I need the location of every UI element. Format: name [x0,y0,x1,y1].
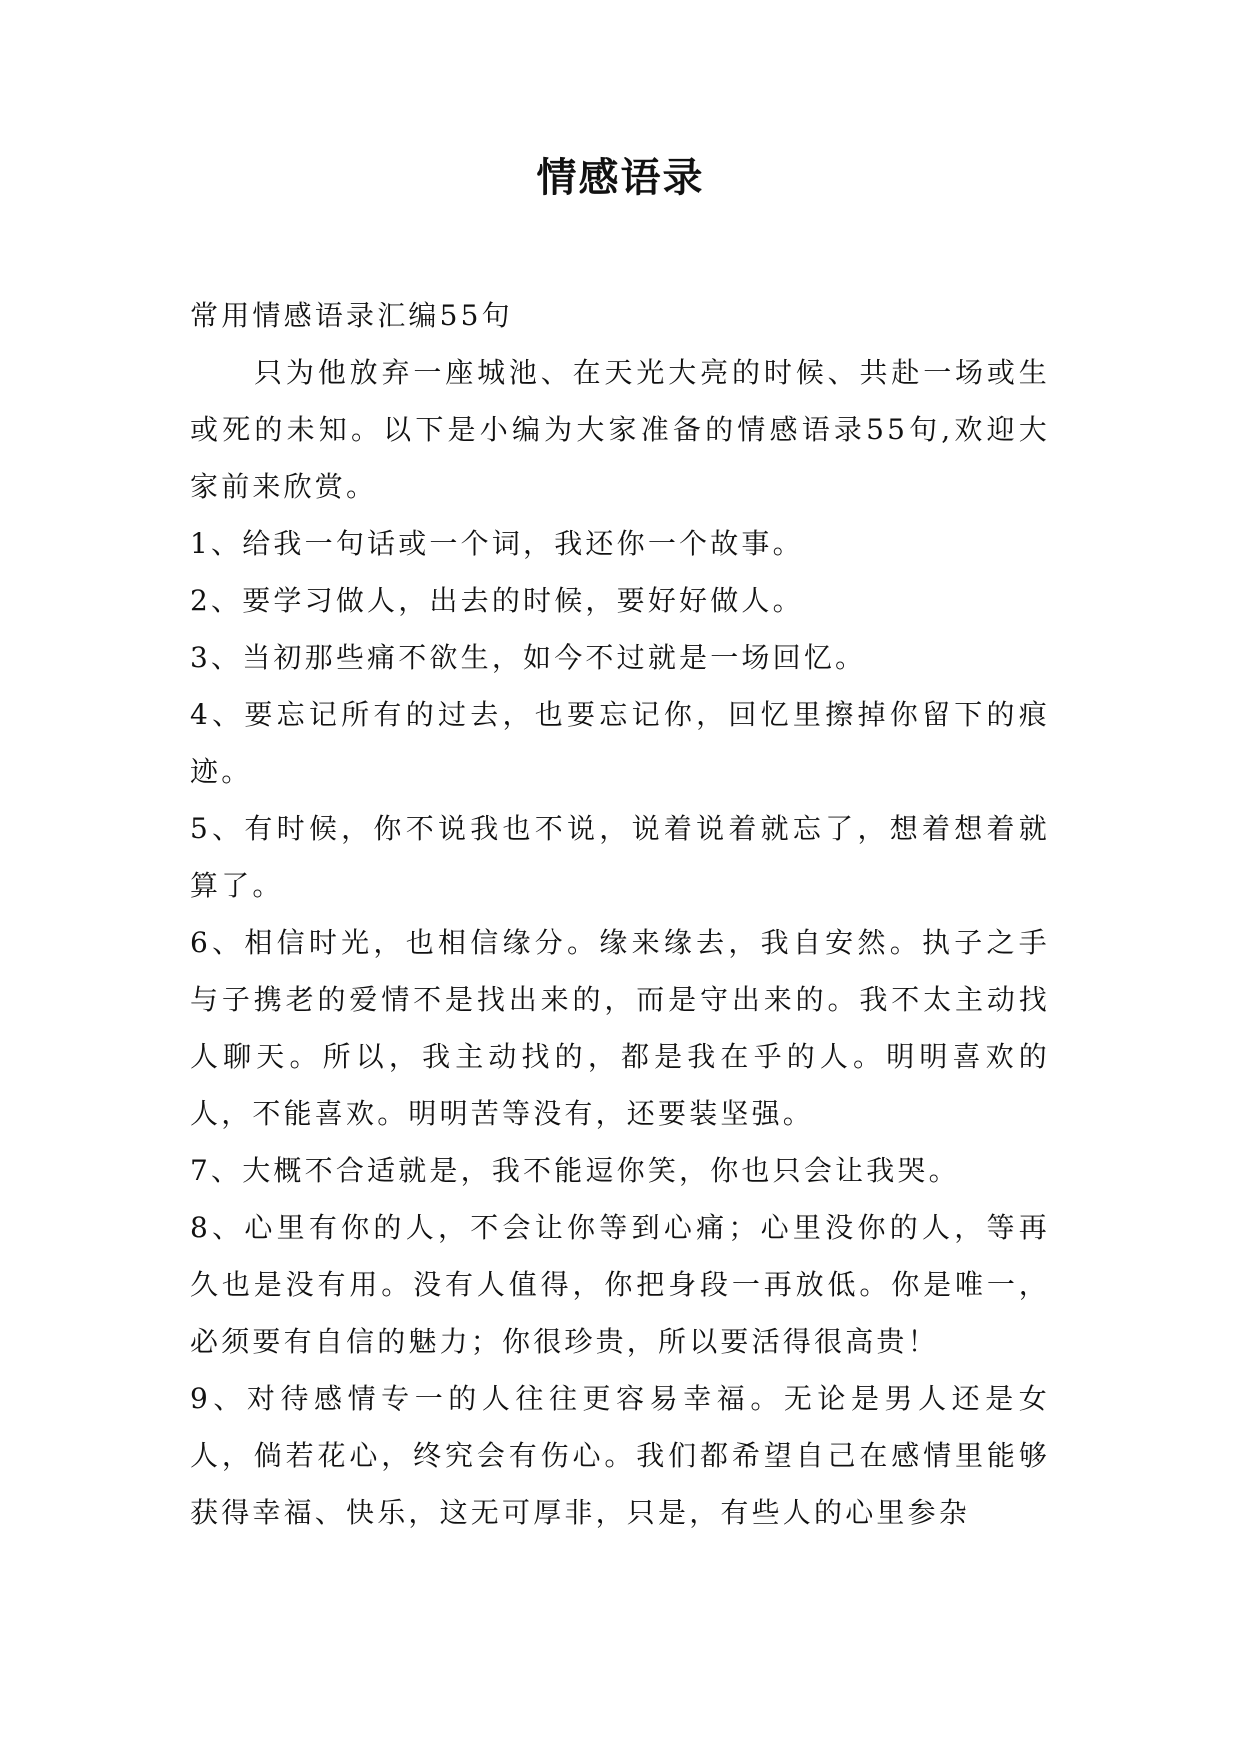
quote-item-2: 2、要学习做人，出去的时候，要好好做人。 [190,584,804,617]
intro-paragraph: 只为他放弃一座城池、在天光大亮的时候、共赴一场或生或死的未知。以下是小编为大家准备的情感语录55句,欢迎大家前来欣赏。 [190,356,1050,503]
document-subtitle: 常用情感语录汇编55句 [190,299,513,332]
quote-item-8: 8、心里有你的人，不会让你等到心痛；心里没你的人，等再久也是没有用。没有人值得，你把身段一再放低。你是唯一，必须要有自信的魅力；你很珍贵，所以要活得很高贵！ [190,1211,1050,1358]
document-title: 情感语录 [536,154,705,201]
quote-item-9: 9、对待感情专一的人往往更容易幸福。无论是男人还是女人，倘若花心，终究会有伤心。我们都希望自己在感情里能够获得幸福、快乐，这无可厚非，只是，有些人的心里参杂 [190,1382,1050,1529]
document-body [190,287,1050,1541]
quote-item-3: 3、当初那些痛不欲生，如今不过就是一场回忆。 [190,641,867,674]
quote-item-4: 4、要忘记所有的过去，也要忘记你，回忆里擦掉你留下的痕迹。 [190,698,1050,788]
quote-item-5: 5、有时候，你不说我也不说，说着说着就忘了，想着想着就算了。 [190,812,1050,902]
quote-item-1: 1、给我一句话或一个词，我还你一个故事。 [190,527,804,560]
quote-item-6: 6、相信时光，也相信缘分。缘来缘去，我自安然。执子之手与子携老的爱情不是找出来的，而是守出来的。我不太主动找人聊天。所以，我主动找的，都是我在乎的人。明明喜欢的人，不能喜欢。明明苦等没有，还要装坚强。 [190,926,1050,1130]
quote-item-7: 7、大概不合适就是，我不能逗你笑，你也只会让我哭。 [190,1154,960,1187]
